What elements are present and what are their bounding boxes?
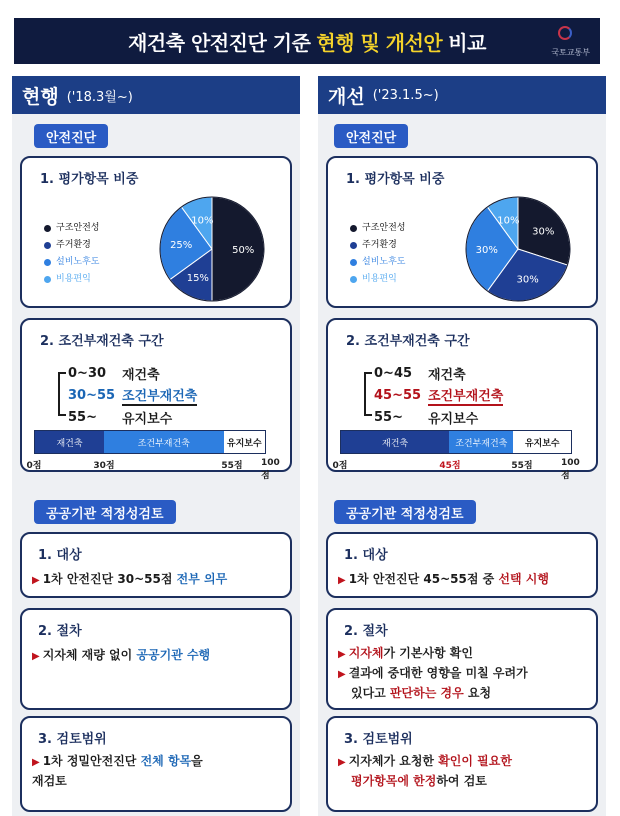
range-label: 조건부재건축 bbox=[428, 385, 503, 406]
bullet-triangle-icon: ▶ bbox=[32, 757, 40, 768]
bar-segment-conditional: 조건부재건축 bbox=[449, 431, 513, 453]
procedure-text: 지자체 재량 없이 bbox=[42, 648, 133, 662]
tick-label: 45점 bbox=[439, 461, 461, 471]
range-value: 30~55 bbox=[68, 387, 116, 403]
current-date: ('18.3월~) bbox=[66, 89, 133, 105]
range-row bbox=[364, 362, 584, 384]
pie-data-label: 30% bbox=[516, 274, 539, 286]
page-title bbox=[14, 18, 600, 64]
legend-item bbox=[44, 220, 99, 237]
improved-range-title: 2. 조건부재건축 구간 bbox=[346, 334, 470, 349]
tick-label: 30점 bbox=[93, 461, 115, 471]
improved-date: ('23.1.5~) bbox=[372, 87, 439, 103]
improved-range-list bbox=[364, 362, 584, 428]
pie-data-label: 25% bbox=[170, 240, 193, 252]
legend-label: 구조안전성 bbox=[362, 223, 406, 233]
procedure-emphasis: 공공기관 수행 bbox=[136, 648, 211, 662]
improved-target-card bbox=[326, 532, 598, 598]
pie-data-label: 10% bbox=[497, 215, 520, 227]
range-row bbox=[58, 406, 278, 428]
improved-weights-pie bbox=[458, 194, 578, 304]
bar-segment-rebuild: 재건축 bbox=[341, 431, 449, 453]
range-value: 55~ bbox=[374, 409, 403, 425]
range-value: 0~30 bbox=[68, 365, 107, 381]
title-post: 비교 bbox=[448, 30, 486, 55]
ministry-logo-icon bbox=[558, 26, 572, 40]
legend-item bbox=[44, 271, 99, 288]
pie-data-label: 10% bbox=[191, 215, 214, 227]
scope-particle: 을 bbox=[191, 754, 203, 768]
bar-segment-maintain: 유지보수 bbox=[224, 431, 265, 453]
procedure-text: 결과에 중대한 영향을 미칠 우려가 bbox=[348, 666, 528, 680]
legend-dot bbox=[350, 276, 357, 283]
current-header bbox=[12, 76, 300, 114]
target-emphasis: 선택 시행 bbox=[498, 572, 549, 586]
procedure-emphasis: 판단하는 경우 bbox=[389, 686, 464, 700]
range-label: 유지보수 bbox=[428, 411, 479, 427]
bar-segment-rebuild: 재건축 bbox=[35, 431, 104, 453]
scope-emphasis: 전체 항목 bbox=[140, 754, 192, 768]
bar-segment-conditional: 조건부재건축 bbox=[104, 431, 224, 453]
improved-column bbox=[318, 76, 606, 816]
legend-item bbox=[350, 237, 405, 254]
current-procedure-text bbox=[32, 646, 210, 666]
range-row bbox=[58, 362, 278, 384]
current-column bbox=[12, 76, 300, 816]
tick-label: 0점 bbox=[26, 461, 42, 471]
current-range-bar bbox=[34, 430, 266, 454]
legend-dot bbox=[44, 276, 51, 283]
legend-dot bbox=[44, 242, 51, 249]
pie-data-label: 30% bbox=[475, 245, 498, 256]
current-header-label: 현행 bbox=[22, 85, 59, 108]
scope-text-2: 재검토 bbox=[32, 774, 67, 788]
title-highlight: 현행 및 개선안 bbox=[316, 30, 443, 55]
current-section-review: 공공기관 적정성검토 bbox=[34, 500, 176, 524]
current-range-ticks bbox=[22, 458, 294, 481]
pie-data-label: 30% bbox=[532, 226, 555, 238]
tick-label: 100점 bbox=[561, 458, 580, 481]
bullet-triangle-icon: ▶ bbox=[338, 575, 346, 586]
improved-range-ticks bbox=[328, 458, 600, 481]
range-value: 0~45 bbox=[374, 365, 413, 381]
current-procedure-title: 2. 절차 bbox=[38, 624, 82, 639]
scope-text: 1차 정밀안전진단 bbox=[42, 754, 137, 768]
bullet-triangle-icon: ▶ bbox=[32, 575, 40, 586]
current-scope-title: 3. 검토범위 bbox=[38, 732, 107, 747]
improved-scope-title: 3. 검토범위 bbox=[344, 732, 413, 747]
current-procedure-card bbox=[20, 608, 292, 710]
improved-weights-card bbox=[326, 156, 598, 308]
legend-label: 구조안전성 bbox=[56, 223, 100, 233]
current-scope-text bbox=[32, 752, 203, 791]
legend-item bbox=[350, 220, 405, 237]
current-weights-title: 1. 평가항목 비중 bbox=[40, 172, 139, 187]
target-emphasis: 전부 의무 bbox=[176, 572, 228, 586]
bullet-triangle-icon: ▶ bbox=[338, 649, 346, 660]
range-label: 조건부재건축 bbox=[122, 385, 197, 406]
range-row bbox=[364, 384, 584, 406]
range-label: 재건축 bbox=[122, 367, 160, 383]
improved-procedure-title: 2. 절차 bbox=[344, 624, 388, 639]
ministry-logo-text: 국토교통부 bbox=[551, 48, 590, 57]
bullet-triangle-icon: ▶ bbox=[338, 669, 346, 680]
improved-section-review: 공공기관 적정성검토 bbox=[334, 500, 476, 524]
range-value: 45~55 bbox=[374, 387, 422, 403]
current-weights-legend bbox=[44, 220, 99, 288]
bullet-triangle-icon: ▶ bbox=[338, 757, 346, 768]
improved-range-bar bbox=[340, 430, 572, 454]
target-range: 1차 안전진단 45~55점 중 bbox=[348, 572, 495, 586]
improved-header-label: 개선 bbox=[328, 85, 365, 108]
procedure-text: 가 기본사항 확인 bbox=[383, 646, 473, 660]
current-section-safety: 안전진단 bbox=[34, 124, 108, 148]
current-weights-pie bbox=[152, 194, 272, 304]
improved-weights-legend bbox=[350, 220, 405, 288]
legend-dot bbox=[44, 259, 51, 266]
tick-label: 100점 bbox=[261, 458, 280, 481]
pie-data-label: 15% bbox=[186, 272, 209, 284]
current-target-text bbox=[32, 570, 227, 590]
improved-header bbox=[318, 76, 606, 114]
target-range: 1차 안전진단 30~55점 bbox=[42, 572, 173, 586]
improved-range-card bbox=[326, 318, 598, 481]
legend-item bbox=[44, 237, 99, 254]
legend-item bbox=[350, 271, 405, 288]
improved-weights-title: 1. 평가항목 비중 bbox=[346, 172, 445, 187]
legend-label: 비용편익 bbox=[362, 274, 397, 284]
legend-dot bbox=[44, 225, 51, 232]
range-value: 55~ bbox=[68, 409, 97, 425]
range-row bbox=[58, 384, 278, 406]
improved-scope-card bbox=[326, 716, 598, 812]
current-target-title: 1. 대상 bbox=[38, 548, 82, 563]
scope-text: 지자체가 요청한 bbox=[348, 754, 435, 768]
tick-label: 55점 bbox=[221, 461, 243, 471]
legend-dot bbox=[350, 225, 357, 232]
legend-label: 주거환경 bbox=[56, 240, 91, 250]
legend-item bbox=[44, 254, 99, 271]
current-scope-card bbox=[20, 716, 292, 812]
improved-target-text bbox=[338, 570, 549, 590]
scope-text: 하여 검토 bbox=[436, 774, 487, 788]
range-label: 유지보수 bbox=[122, 411, 173, 427]
bar-segment-maintain: 유지보수 bbox=[513, 431, 571, 453]
current-range-title: 2. 조건부재건축 구간 bbox=[40, 334, 164, 349]
legend-item bbox=[350, 254, 405, 271]
procedure-emphasis: 지자체 bbox=[348, 646, 384, 660]
legend-label: 설비노후도 bbox=[56, 257, 100, 267]
improved-section-safety: 안전진단 bbox=[334, 124, 408, 148]
legend-label: 비용편익 bbox=[56, 274, 91, 284]
legend-dot bbox=[350, 242, 357, 249]
tick-label: 55점 bbox=[511, 461, 533, 471]
improved-scope-text bbox=[338, 752, 512, 791]
legend-label: 설비노후도 bbox=[362, 257, 406, 267]
tick-label: 0점 bbox=[332, 461, 348, 471]
title-pre: 재건축 안전진단 기준 bbox=[128, 30, 311, 55]
current-weights-card bbox=[20, 156, 292, 308]
current-target-card bbox=[20, 532, 292, 598]
range-label: 재건축 bbox=[428, 367, 466, 383]
legend-label: 주거환경 bbox=[362, 240, 397, 250]
range-row bbox=[364, 406, 584, 428]
pie-data-label: 50% bbox=[232, 245, 255, 256]
procedure-text: 있다고 bbox=[351, 686, 386, 700]
procedure-text: 요청 bbox=[467, 686, 492, 700]
bullet-triangle-icon: ▶ bbox=[32, 651, 40, 662]
improved-procedure-text bbox=[338, 644, 528, 703]
improved-procedure-card bbox=[326, 608, 598, 710]
current-range-list bbox=[58, 362, 278, 428]
scope-emphasis: 평가항목에 한정 bbox=[351, 774, 437, 788]
current-range-card bbox=[20, 318, 292, 481]
scope-emphasis: 확인이 필요한 bbox=[438, 754, 512, 768]
improved-target-title: 1. 대상 bbox=[344, 548, 388, 563]
legend-dot bbox=[350, 259, 357, 266]
